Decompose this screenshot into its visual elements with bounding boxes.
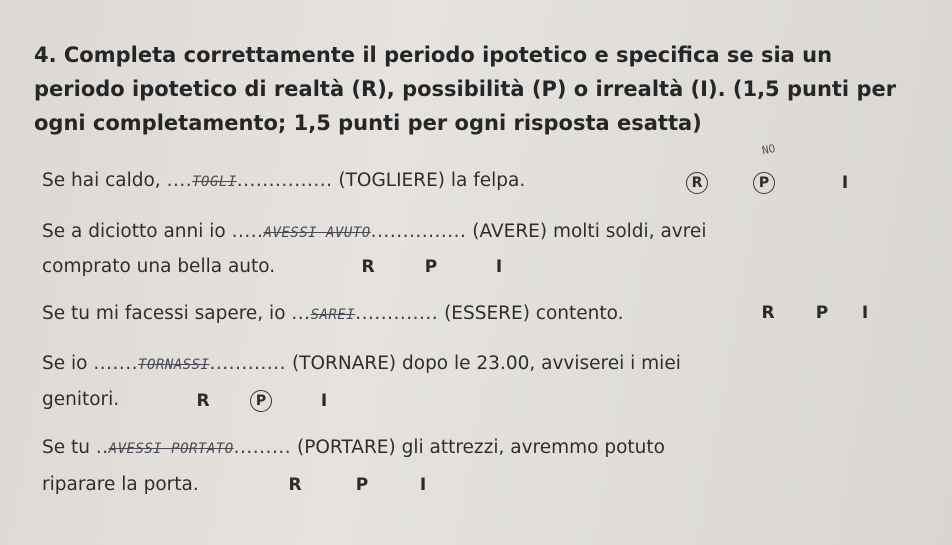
option-r-2[interactable]: R <box>361 257 375 277</box>
sentence-5-continued: riparare la porta. <box>42 474 199 495</box>
sentence-2-start: Se a diciotto anni io <box>42 221 226 242</box>
handwritten-answer-4: TORNASSI <box>138 357 210 373</box>
answer-blank-1[interactable]: ....TOGLI............... <box>166 170 333 191</box>
option-i-1[interactable]: I <box>841 173 849 193</box>
option-p-4[interactable]: P <box>250 390 272 412</box>
handwritten-answer-1: TOGLI <box>192 174 237 190</box>
option-r-3[interactable]: R <box>761 303 775 323</box>
sentence-2-continued: comprato una bella auto. <box>42 256 276 277</box>
sentence-5-end: (PORTARE) gli attrezzi, avremmo potuto <box>296 437 665 458</box>
sentence-5-start: Se tu <box>42 437 90 458</box>
option-p-2[interactable]: P <box>424 257 438 277</box>
option-p-1[interactable]: P <box>753 172 775 194</box>
sentence-2 <box>42 221 706 242</box>
sentence-4-start: Se io <box>42 353 88 374</box>
option-i-3[interactable]: I <box>861 303 869 323</box>
sentence-3-end: (ESSERE) contento. <box>444 303 624 324</box>
option-p-3[interactable]: P <box>815 303 829 323</box>
option-r-5[interactable]: R <box>288 475 302 495</box>
sentence-4-continued: genitori. <box>42 389 120 410</box>
option-i-5[interactable]: I <box>419 475 427 495</box>
handwritten-answer-5: AVESSI PORTATO <box>108 441 234 457</box>
option-r-4[interactable]: R <box>196 391 210 411</box>
handwritten-answer-3: SAREI <box>310 307 356 323</box>
answer-blank-3[interactable]: ...SAREI............. <box>291 303 439 324</box>
sentence-4-end: (TORNARE) dopo le 23.00, avviserei i miei <box>291 353 681 374</box>
option-i-2[interactable]: I <box>495 257 503 277</box>
sentence-3 <box>42 303 624 324</box>
sentence-3-start: Se tu mi facessi sapere, io <box>42 303 286 324</box>
answer-blank-5[interactable]: ..AVESSI PORTATO......... <box>95 437 292 458</box>
option-i-4[interactable]: I <box>320 391 328 411</box>
handwritten-note: NO <box>760 141 777 158</box>
sentence-1 <box>42 170 525 191</box>
sentence-1-end: (TOGLIERE) la felpa. <box>338 170 526 191</box>
sentence-2-end: (AVERE) molti soldi, avrei <box>472 221 707 242</box>
exercise-title: 4. Completa correttamente il periodo ipotetico e specifica se sia un periodo ipotetico di realtà (R), possibilità (P) o irrealtà (I). (1,5 punti per ogni completamento; 1,5 punti per ogni risposta esatta) <box>34 43 897 135</box>
handwritten-answer-2: AVESSI AVUTO <box>263 225 371 241</box>
answer-blank-4[interactable]: .......TORNASSI............ <box>93 353 287 374</box>
sentence-1-start: Se hai caldo, <box>42 170 161 191</box>
sentence-4 <box>42 353 681 374</box>
option-p-5[interactable]: P <box>355 475 369 495</box>
answer-blank-2[interactable]: .....AVESSI AVUTO............... <box>231 221 467 242</box>
option-r-1[interactable]: R <box>686 172 708 194</box>
sentence-5 <box>42 437 665 458</box>
